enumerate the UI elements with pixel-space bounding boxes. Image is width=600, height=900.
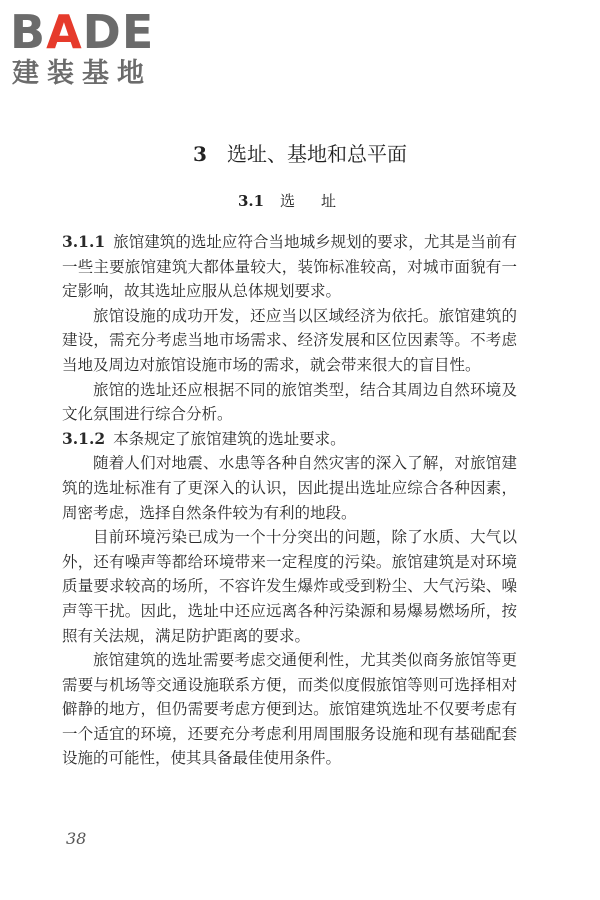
- bade-logo: [10, 6, 180, 92]
- clause-number: 3.1.1: [62, 232, 106, 251]
- clause-number: 3.1.2: [62, 428, 106, 448]
- chapter-number: 3: [193, 142, 207, 166]
- paragraph: 旅馆设施的成功开发，还应当以区域经济为依托。旅馆建筑的建设，需充分考虑当地市场需求、经济发展和区位因素等。不考虑当地及周边对旅馆设施市场的需求，就会带来很大的盲目性。: [62, 306, 517, 374]
- chapter-title-text: 选址、基地和总平面: [226, 142, 407, 166]
- chapter-title: [0, 140, 600, 168]
- paragraph: 目前环境污染已成为一个十分突出的问题，除了水质、大气以外，还有噪声等都给环境带来一定程度的污染。旅馆建筑是对环境质量要求较高的场所，不容许发生爆炸或受到粉尘、大气污染、噪声等干扰。因此，选址中还应远离各种污染源和易爆易燃场所，按照有关法规，满足防护距离的要求。: [62, 528, 517, 645]
- paragraph-clause-3-1-1: [62, 230, 517, 304]
- page-number: 38: [66, 829, 87, 848]
- section-title: [0, 190, 600, 212]
- logo-letter-b: B: [10, 5, 47, 59]
- section-number: 3.1: [237, 192, 265, 210]
- logo-wordmark: [10, 6, 154, 58]
- paragraph-text: 本条规定了旅馆建筑的选址要求。: [113, 429, 346, 448]
- paragraph-text: 旅馆建筑的选址应符合当地城乡规划的要求，尤其是当前有一些主要旅馆建筑大都体量较大，装饰标准较高，对城市面貌有一定影响，故其选址应服从总体规划要求。: [62, 233, 517, 301]
- logo-letters-de: DE: [82, 5, 155, 59]
- paragraph: 旅馆建筑的选址需要考虑交通便利性，尤其类似商务旅馆等更需要与机场等交通设施联系方便，而类似度假旅馆等则可选择相对僻静的地方，但仍需要考虑方便到达。旅馆建筑选址不仅要考虑有一个适宜的环境，还要充分考虑利用周围服务设施和现有基础配套设施的可能性，使其具备最佳使用条件。: [62, 651, 517, 768]
- section-title-text: 选址: [280, 192, 363, 210]
- body-text: [62, 230, 517, 771]
- logo-letter-a-accent: A: [46, 5, 83, 59]
- paragraph-clause-3-1-2: [62, 427, 517, 452]
- logo-chinese-name: 建装基地: [12, 58, 152, 89]
- paragraph: 随着人们对地震、水患等各种自然灾害的深入了解，对旅馆建筑的选址标准有了更深入的认识，因此提出选址应综合各种因素，周密考虑，选择自然条件较为有利的地段。: [62, 454, 517, 522]
- paragraph: 旅馆的选址还应根据不同的旅馆类型，结合其周边自然环境及文化氛围进行综合分析。: [62, 380, 517, 424]
